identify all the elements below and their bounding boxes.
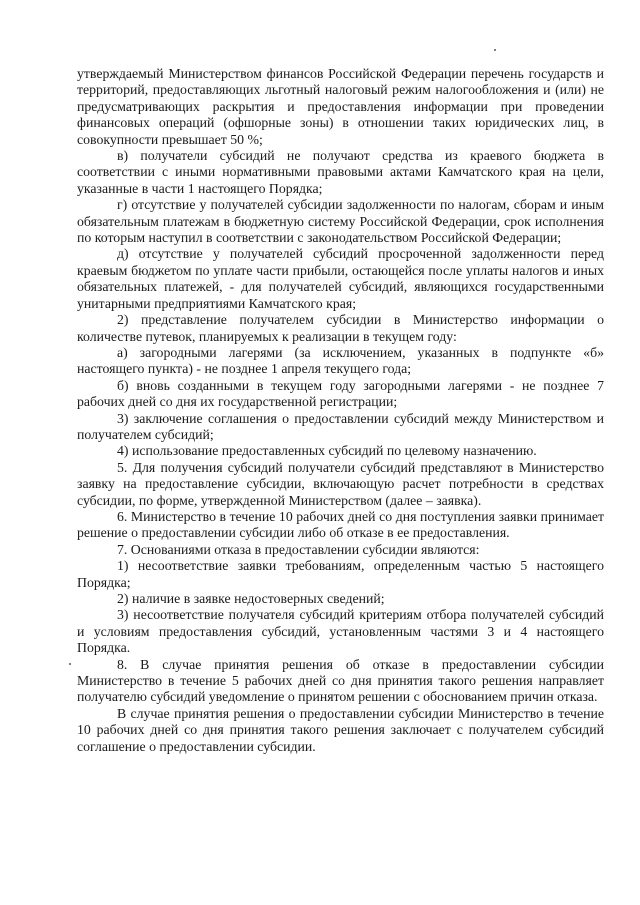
paragraph-clause-7: 7. Основаниями отказа в предоставлении субсидии являются: (117, 541, 480, 557)
paragraph-clause-5: 5. Для получения субсидий получатели субсидий представляют в Министерство заявку на предоставление субсидии, включающую расчет потребности в средствах субсидии, по форме, утвержденной Министерством (далее – заявка). (77, 459, 604, 508)
paragraph-refusal-2: 2) наличие в заявке недостоверных сведений; (117, 591, 385, 606)
paragraph-item-d: д) отсутствие у получателей субсидий просроченной задолженности перед краевым бюджетом по уплате части прибыли, остающейся после уплаты налогов и иных обязательных платежей, - для получателей субсидий, являющихся государственными унитарными предприятиями Камчатского края; (77, 246, 604, 311)
scan-speck (494, 49, 496, 51)
paragraph-condition-4: 4) использование предоставленных субсидий по целевому назначению. (117, 443, 537, 459)
paragraph-refusal-1: 1) несоответствие заявки требованиям, определенным частью 5 настоящего Порядка; (77, 558, 604, 590)
paragraph-condition-2: 2) представление получателем субсидии в Министерство информации о количестве путевок, планируемых к реализации в текущем году: (77, 312, 604, 344)
scan-speck (69, 663, 71, 665)
paragraph-refusal-3: 3) несоответствие получателя субсидий критериям отбора получателей субсидий и условиям предоставления субсидий, установленным частями 3 и 4 настоящего Порядка. (77, 607, 604, 656)
paragraph-item-g: г) отсутствие у получателей субсидии задолженности по налогам, сборам и иным обязательным платежам в бюджетную систему Российской Федерации, срок исполнения по которым наступил в соответствии с законодательством Российской Федерации; (77, 197, 604, 246)
paragraph-approval: В случае принятия решения о предоставлении субсидии Министерство в течение 10 рабочих дней со дня принятия такого решения заключает с получателем субсидий соглашение о предоставлении субсидии. (77, 705, 604, 754)
paragraph-item-v: в) получатели субсидий не получают средства из краевого бюджета в соответствии с иными нормативными правовыми актами Камчатского края на цели, указанные в части 1 настоящего Порядка; (77, 148, 604, 196)
paragraph-sub-a: а) загородными лагерями (за исключением, указанных в подпункте «б» настоящего пункта) - не позднее 1 апреля текущего года; (77, 344, 604, 377)
paragraph-offshore-continuation: утверждаемый Министерством финансов Российской Федерации перечень государств и территорий, предоставляющих льготный налоговый режим налогообложения и (или) не предусматривающих раскрытия и предоставления информации при проведении финансовых операций (офшорные зоны) в отношении таких юридических лиц, в совокупности превышает 50 %; (77, 66, 604, 147)
paragraph-sub-b: б) вновь созданными в текущем году загородными лагерями - не позднее 7 рабочих дней со дня их государственной регистрации; (77, 377, 604, 410)
paragraph-condition-3: 3) заключение соглашения о предоставлении субсидий между Министерством и получателем субсидий; (77, 410, 604, 442)
paragraph-clause-6: 6. Министерство в течение 10 рабочих дней со дня поступления заявки принимает решение о предоставлении субсидии либо об отказе в ее предоставления. (77, 508, 604, 541)
document-body (77, 66, 604, 755)
paragraph-clause-8: 8. В случае принятия решения об отказе в предоставлении субсидии Министерство в течение 5 рабочих дней со дня принятия такого решения направляет получателю субсидий уведомление о принятом решении с обоснованием причин отказа. (77, 656, 604, 705)
